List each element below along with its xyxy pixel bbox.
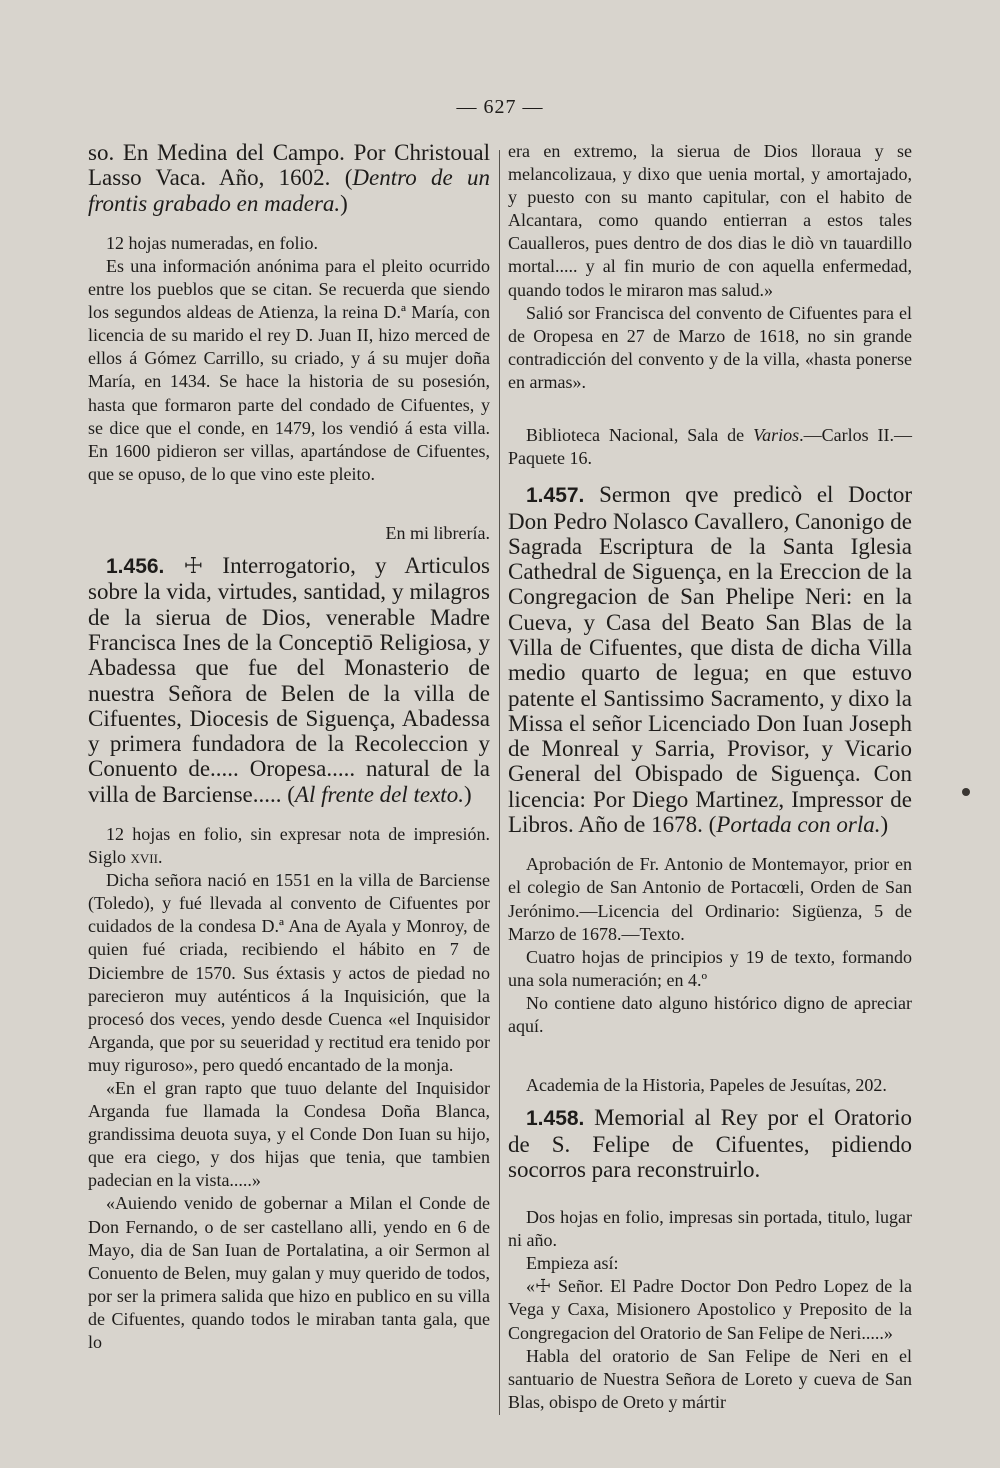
cross-icon: ☩ [535,1276,552,1297]
entry-455-line3-italic: frontis grabado en madera. [88,190,341,216]
paragraph-457-b: Cuatro hojas de principios y 19 de texto, formando una sola numeración; en 4.º [508,946,912,990]
entry-457-number: 1.457. [526,484,585,508]
page-number: — 627 — [456,96,544,118]
entry-458-number: 1.458. [526,1107,585,1131]
entry-457-title-text: Sermon qve predicò el Doctor Don Pedro Nolasco Cavallero, Canonigo de Sagrada Escriptura de la Santa Iglesia Cathedral de Siguença, en la Ereccion de la Congregacion de San Phelipe Neri: en la Cueva, y Casa del Beato San Blas de la Villa de Cifuentes, que dista de dicha Villa medio quarto de legua; en que estuvo patente el Santissimo Sacramento, y dixo la Missa el señor Licenciado Don Iuan Joseph de Monreal y Sarria, Provisor, y Vicario General del Obispado de Siguença. Con licencia: Por Diego Martinez, Impressor de Libros. Año de 1678. ( [508,482,912,838]
left-column [88,140,490,1354]
paragraph-455-a: 12 hojas numeradas, en folio. [106,232,318,253]
paragraph-456-a-century: xvii [130,847,158,868]
paragraph-458-c [508,1275,912,1344]
paragraph-458-c-open: « [526,1276,535,1297]
paragraph-458-d: Habla del oratorio de San Felipe de Neri en el santuario de Nuestra Señora de Loreto y cueva de San Blas, obispo de Oreto y mártir [508,1345,912,1412]
column-divider [499,150,500,1415]
location-457-end: .—Carlos II.—Paquete 16. [508,425,912,469]
entry-455-line1: so. En Medina del Campo. Por Christoual [88,140,490,165]
location-457-italic: Varios [753,425,800,446]
location-456: En mi librería. [385,522,490,543]
paragraph-456-a-text: 12 hojas en folio, sin expresar nota de impresión. Siglo [88,823,490,868]
paragraph-456-e: era en extremo, la sierua de Dios lloraua y se melancolizaua, y dixo que uenia mortal, y amortajado, y puesto con su manto capitular, con el habito de Alcantara, como quando entierran a estos tales Caualleros, pues dentro de dos dias le diò vn tauardillo mortal..... y al fin murio de con aquella enfermedad, quando todos le miraron mas salud.» [508,141,912,300]
entry-456-title [88,553,490,807]
entry-455-line2-italic: Dentro de un [352,165,491,191]
location-457 [508,424,912,470]
cross-icon: ☩ [183,553,204,579]
paragraph-457-c: No contiene dato alguno histórico digno de apreciar aquí. [508,992,912,1037]
paragraph-458-b: Empieza así: [526,1253,619,1274]
entry-456-title-end: ) [463,781,472,807]
entry-457-title [508,482,912,837]
entry-457-title-end: ) [880,812,889,838]
paragraph-456-b: Dicha señora nació en 1551 en la villa de Barciense (Toledo), y fué llevada al convento de Cifuentes por cuidados de la condesa D.ª Ana de Ayala y Monroy, de quien fué criada, recibiendo el hábito en 7 de Diciembre de 1570. Sus éxtasis y actos de piedad no parecieron muy auténticos á la Inquisición, que la procesó dos veces, yendo desde Cuenca «el Inquisidor Arganda, que por su seueridad y rectitud era tenido por muy riguroso», pero quedó encantado de la monja. [88,870,490,1075]
paragraph-458-c-text: Señor. El Padre Doctor Don Pedro Lopez de la Vega y Caxa, Misionero Apostolico y Preposito de la Congregacion del Oratorio de San Felipe de Neri.....» [508,1276,912,1343]
paragraph-456-f: Salió sor Francisca del convento de Cifuentes para el de Oropesa en 27 de Marzo de 1618, no sin grande contradicción del convento y de la villa, «hasta ponerse en armas». [508,302,912,392]
entry-458-title-text: Memorial al Rey por el Oratorio de S. Felipe de Cifuentes, pidiendo socorros para reconstruirlo. [508,1105,912,1182]
right-column [508,140,912,1414]
location-457-text: Biblioteca Nacional, Sala de [526,425,754,446]
paragraph-456-a-end: . [157,847,163,868]
paragraph-458-a: Dos hojas en folio, impresas sin portada, titulo, lugar ni año. [508,1207,912,1251]
entry-457-title-italic: Portada con orla. [716,812,881,838]
entry-455-line3-end: ) [340,190,348,216]
paragraph-456-c: «En el gran rapto que tuuo delante del Inquisidor Arganda fue llamada la Condesa Doña Blanca, grandissima deuota suya, y el Conde Don Iuan su hijo, que era ciego, y dos hijas que tenia, que tambien padecian en la vista.....» [88,1078,490,1191]
location-458: Academia de la Historia, Papeles de Jesuítas, 202. [526,1075,887,1096]
entry-456-title-text: Interrogatorio, y Articulos sobre la vida, virtudes, santidad, y milagros de la sierua de Dios, venerable Madre Francisca Ines de la Conceptiō Religiosa, y Abadessa que fue del Monasterio de nuestra Señora de Belen de la villa de Cifuentes, Diocesis de Siguença, Abadessa y primera fundadora de la Recoleccion y Conuento de..... Oropesa..... natural de la villa de Barciense..... ( [88,553,490,807]
entry-458-title [508,1105,912,1182]
paragraph-455-b: Es una información anónima para el pleito ocurrido entre los pueblos que se citan. Se recuerda que siendo los segundos aldeas de Atienza, la reina D.ª María, con licencia de su marido el rey D. Juan II, hizo merced de ellos á Gómez Carrillo, su criado, y á su mujer doña María, en 1434. Se hace la historia de su posesión, hasta que formaron parte del condado de Cifuentes, y se dice que el conde, en 1479, los vendió á esta villa. En 1600 pidieron ser villas, apartándose de Cifuentes, que se opuso, de lo que vino este pleito. [88,255,490,484]
entry-455-line2: Lasso Vaca. Año, 1602. ( [88,165,353,191]
ink-mark [962,788,970,796]
paragraph-456-d: «Auiendo venido de gobernar a Milan el Conde de Don Fernando, o de ser castellano alli, yendo en 6 de Mayo, dia de San Iuan de Portalatina, a oir Sermon al Conuento de Belen, muy galan y muy querido de todos, por ser la primera salida que hizo en publico en su villa de Cifuentes, quando todos le miraban tanta gala, que lo [88,1193,490,1353]
paragraph-457-a: Aprobación de Fr. Antonio de Montemayor, prior en el colegio de San Antonio de Portacœli, Orden de San Jerónimo.—Licencia del Ordinario: Sigüenza, 5 de Marzo de 1678.—Texto. [508,854,912,944]
paragraph-456-a [88,823,490,869]
entry-455-title-tail [88,140,490,216]
entry-456-number: 1.456. [106,555,165,579]
entry-456-title-italic: Al frente del texto. [294,781,464,807]
